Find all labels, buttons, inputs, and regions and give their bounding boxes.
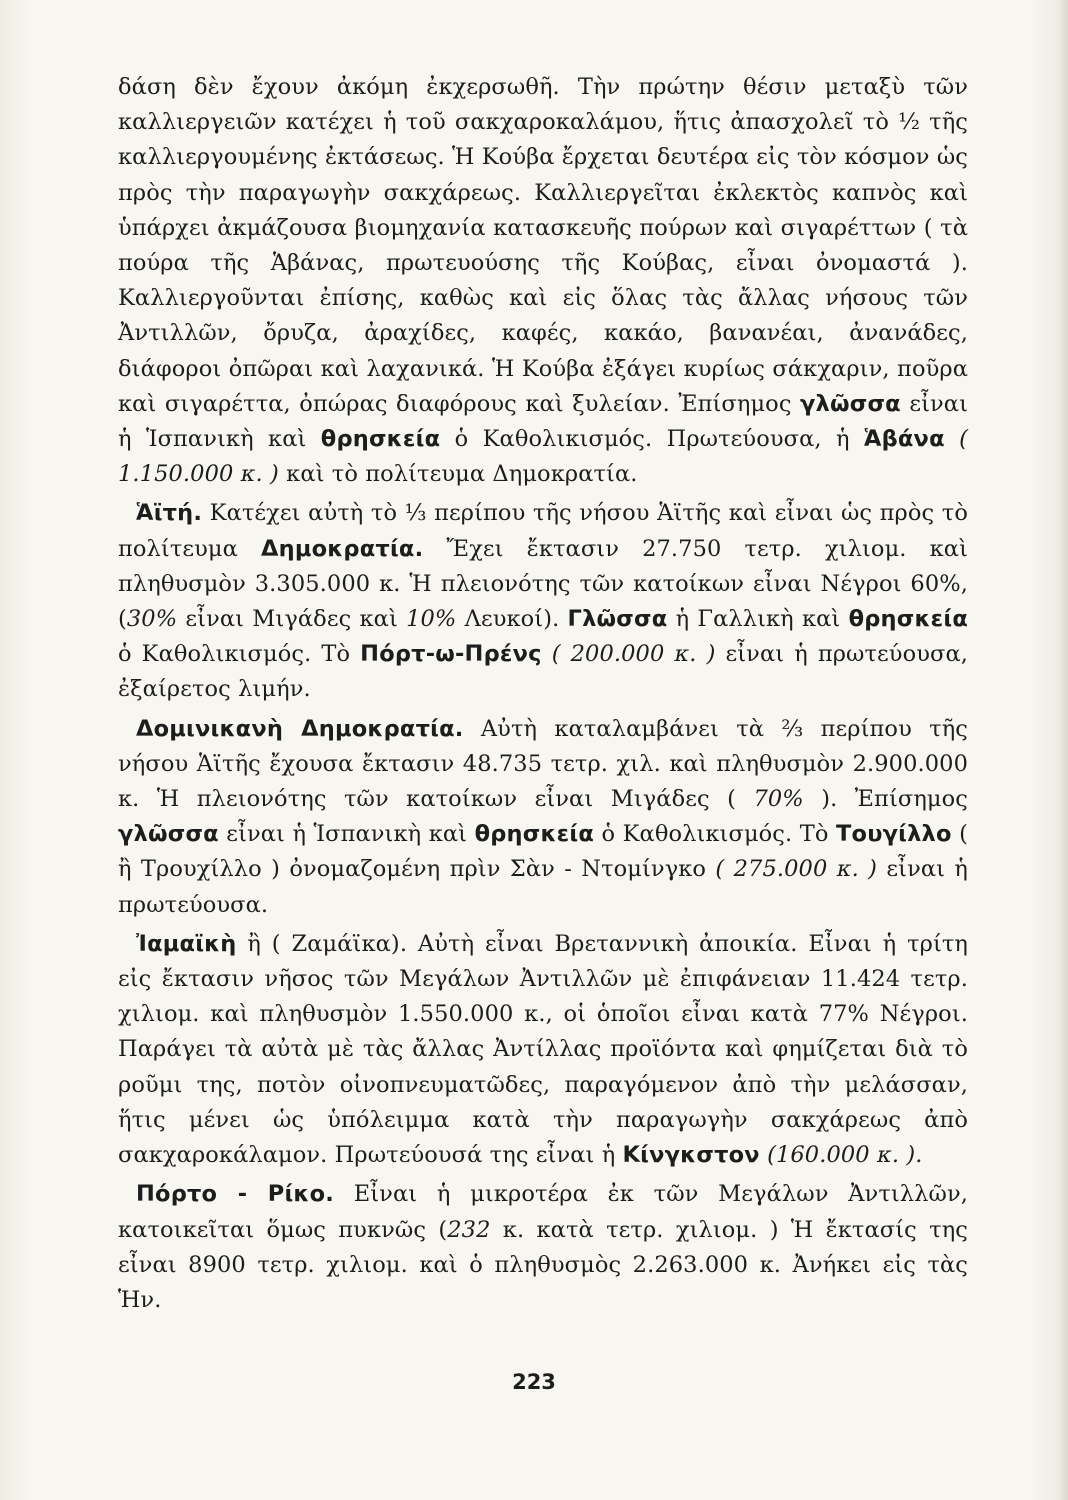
italic-figure: 10% (406, 606, 457, 633)
bold-term: θρησκεία (320, 426, 441, 453)
body-text: ὁ Καθολικισμός. Πρωτεύουσα, ἡ (440, 426, 864, 453)
bold-term: Δημοκρατία. (261, 535, 424, 562)
page-edge-shadow (1058, 0, 1068, 1500)
body-text: εἶναι ἡ πρωτεύουσα. (118, 856, 968, 918)
body-text: Λευκοί). (456, 606, 568, 633)
bold-term: Πόρτο - Ρίκο. (136, 1181, 334, 1208)
page-number: 223 (512, 1370, 556, 1394)
bold-term: Πόρτ-ω-Πρένς (360, 641, 542, 668)
body-text: ( ἢ Τρουχίλλο ) ὀνομαζομένη πρὶν Σὰν - Ντομίνγκο (118, 821, 968, 883)
bold-term: Ἁϊτή. (136, 500, 203, 527)
body-text: Κατέχει αὐτὴ τὸ ⅓ περίπου τῆς νήσου Ἁϊτῆς καὶ εἶναι ὡς πρὸς τὸ πολίτευμα (118, 500, 968, 562)
bold-term: θρησκεία (474, 821, 595, 848)
body-text: ὁ Καθολικισμός. Τὸ (594, 821, 836, 848)
italic-figure: ( 275.000 κ. ) (715, 856, 878, 883)
italic-figure: 232 (447, 1216, 491, 1243)
body-text: ὁ Καθολικισμός. Τὸ (118, 641, 361, 668)
italic-figure: ( 1.150.000 κ. ) (118, 426, 968, 488)
paragraph-jamaica (118, 927, 968, 1173)
page-text-block (118, 70, 968, 1318)
italic-figure: (160.000 κ. ). (759, 1142, 923, 1169)
bold-term: Γλῶσσα (567, 606, 668, 633)
bold-term: Κίνγκστον (622, 1142, 760, 1169)
bold-term: Ἰαμαϊκὴ (136, 930, 237, 957)
body-text: ἢ ( Ζαμάϊκα). Αὐτὴ εἶναι Βρεταννικὴ ἀποικία. Εἶναι ἡ τρίτη εἰς ἔκτασιν νῆσος τῶν Μεγάλων Ἀντιλλῶν μὲ ἐπιφάνειαν 11.424 τετρ. χιλιομ. καὶ πληθυσμὸν 1.550.000 κ., οἱ ὁποῖοι εἶναι κατὰ 77% Νέγροι. Παράγει τὰ αὐτὰ μὲ τὰς ἄλλας Ἀντίλλας προϊόντα καὶ φημίζεται διὰ τὸ ροῦμι της, ποτὸν οἰνοπνευματῶδες, παραγόμενον ἀπὸ τὴν μελάσσαν, ἥτις μένει ὡς ὑπόλειμμα κατὰ τὴν παραγωγὴν σακχάρεως ἀπὸ σακχαροκάλαμον. Πρωτεύουσά της εἶναι ἡ (118, 930, 968, 1169)
bold-term: Δομινικανὴ Δημοκρατία. (136, 715, 464, 742)
italic-figure: ( 200.000 κ. ) (541, 641, 716, 668)
body-text: δάση δὲν ἔχουν ἀκόμη ἐκχερσωθῆ. Τὴν πρώτην θέσιν μεταξὺ τῶν καλλιεργειῶν κατέχει ἡ τοῦ σακχαροκαλάμου, ἥτις ἀπασχολεῖ τὸ ½ τῆς καλλιεργουμένης ἐκτάσεως. Ἡ Κούβα ἔρχεται δευτέρα εἰς τὸν κόσμον ὡς πρὸς τὴν παραγωγὴν σακχάρεως. Καλλιεργεῖται ἐκλεκτὸς καπνὸς καὶ ὑπάρχει ἀκμάζουσα βιομηχανία κατασκευῆς πούρων καὶ σιγαρέττων ( τὰ πούρα τῆς Ἁβάνας, πρωτευούσης τῆς Κούβας, εἶναι ὀνομαστά ). Καλλιεργοῦνται ἐπίσης, καθὼς καὶ εἰς ὅλας τὰς ἄλλας νήσους τῶν Ἀντιλλῶν, ὄρυζα, ἀραχίδες, καφές, κακάο, βανανέαι, ἀνανάδες, διάφοροι ὀπῶραι καὶ λαχανικά. Ἡ Κούβα ἐξάγει κυρίως σάκχαριν, ποῦρα καὶ σιγαρέττα, ὀπώρας διαφόρους καὶ ξυλείαν. Ἐπίσημος (118, 74, 968, 417)
body-text: ). Ἐπίσημος (803, 786, 968, 813)
body-text: καὶ τὸ πολίτευμα Δημοκρατία. (278, 461, 638, 488)
body-text: κ. κατὰ τετρ. χιλιομ. ) Ἡ ἔκτασίς της εἶναι 8900 τετρ. χιλιομ. καὶ ὁ πληθυσμὸς 2.263.000 κ. Ἀνήκει εἰς τὰς Ἡν. (118, 1216, 968, 1313)
bold-term: γλῶσσα (118, 821, 219, 848)
paragraph-haiti (118, 496, 968, 707)
body-text: ἡ Γαλλικὴ καὶ (667, 606, 849, 633)
bold-term: θρησκεία (848, 606, 969, 633)
italic-figure: 70% (753, 786, 804, 813)
paragraph-cuba (118, 70, 968, 492)
paragraph-dominican-republic (118, 712, 968, 923)
bold-term: Ἁβάνα (863, 426, 945, 453)
body-text: εἶναι ἡ πρωτεύουσα, ἐξαίρετος λιμήν. (118, 641, 968, 703)
body-text: Ἔχει ἔκτασιν 27.750 τετρ. χιλιομ. καὶ πληθυσμὸν 3.305.000 κ. Ἡ πλειονότης τῶν κατοίκων εἶναι Νέγροι 60%, ( (118, 535, 969, 633)
bold-term: Τουγίλλο (835, 821, 952, 848)
bold-term: γλῶσσα (800, 390, 901, 417)
paragraph-puerto-rico (118, 1177, 968, 1318)
body-text: εἶναι ἡ Ἱσπανικὴ καὶ (218, 821, 475, 848)
body-text: εἶναι Μιγάδες καὶ (177, 606, 407, 633)
italic-figure: 30% (126, 606, 178, 633)
body-text: Εἶναι ἡ μικροτέρα ἐκ τῶν Μεγάλων Ἀντιλλῶν, κατοικεῖται ὅμως πυκνῶς ( (118, 1181, 968, 1243)
body-text: Αὐτὴ καταλαμβάνει τὰ ⅔ περίπου τῆς νήσου Ἁϊτῆς ἔχουσα ἔκτασιν 48.735 τετρ. χιλ. καὶ πληθυσμὸν 2.900.000 κ. Ἡ πλειονότης τῶν κατοίκων εἶναι Μιγάδες ( (118, 715, 969, 813)
body-text: εἶναι ἡ Ἱσπανικὴ καὶ (118, 390, 968, 453)
